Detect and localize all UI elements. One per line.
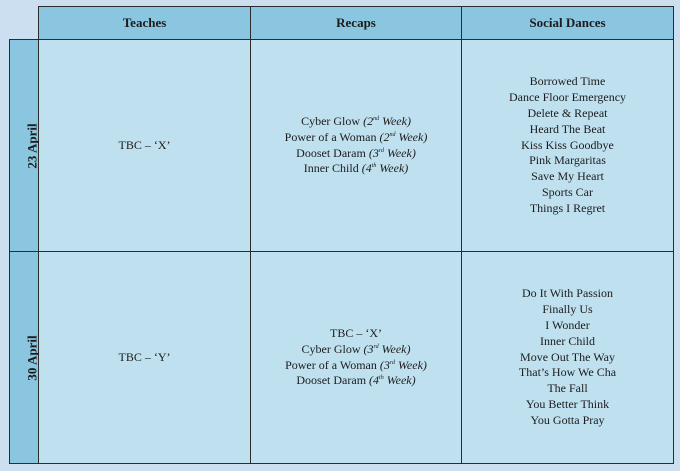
teach-item: TBC – ‘Y’ bbox=[118, 349, 171, 364]
recaps-cell bbox=[251, 252, 462, 464]
schedule-table bbox=[9, 6, 674, 464]
recap-item: Cyber Glow (2nd Week) bbox=[301, 113, 411, 128]
social-dance-item: Delete & Repeat bbox=[527, 106, 608, 120]
social-dance-item: Things I Regret bbox=[529, 200, 606, 215]
recap-week-num: 3 bbox=[367, 341, 374, 356]
recap-week-word: Week bbox=[398, 357, 423, 372]
table-row bbox=[10, 252, 674, 464]
date-cell bbox=[10, 252, 39, 464]
recap-item: TBC – ‘X’ bbox=[330, 325, 382, 340]
recap-week-num: 4 bbox=[373, 373, 380, 388]
recap-week-num: 2 bbox=[367, 113, 374, 128]
recap-item: Dooset Daram (4th Week) bbox=[296, 373, 416, 388]
recap-item: Inner Child (4th Week) bbox=[303, 161, 409, 176]
recap-item: Cyber Glow (3rd Week) bbox=[301, 341, 411, 356]
recaps-cell bbox=[251, 40, 462, 252]
social-dance-item: Dance Floor Emergency bbox=[508, 90, 627, 105]
date-label: 23 April bbox=[24, 122, 40, 169]
recap-week-word: Week bbox=[382, 113, 407, 128]
recap-week-word: Week bbox=[379, 161, 405, 176]
recap-dance: Dooset Daram bbox=[296, 373, 367, 388]
recap-week-ordinal: rd bbox=[389, 359, 396, 366]
recap-week-word: Week bbox=[386, 373, 412, 388]
recap-week-ordinal: rd bbox=[378, 147, 384, 154]
header-teaches: Teaches bbox=[39, 7, 251, 40]
recap-week-ordinal: th bbox=[379, 375, 384, 382]
social-dance-item: Save My Heart bbox=[531, 169, 604, 184]
corner-cell bbox=[10, 7, 39, 40]
social-dance-item: I Wonder bbox=[545, 318, 590, 332]
social-dance-item: Kiss Kiss Goodbye bbox=[521, 137, 614, 152]
teaches-cell bbox=[39, 40, 251, 252]
recap-dance: Cyber Glow bbox=[301, 341, 361, 356]
social-dance-item: You Gotta Pray bbox=[530, 412, 605, 427]
header-row bbox=[10, 7, 674, 40]
social-dance-item: Do It With Passion bbox=[522, 286, 613, 301]
table-row bbox=[10, 40, 674, 252]
header-social-dances: Social Dances bbox=[462, 7, 674, 40]
teach-item: TBC – ‘X’ bbox=[118, 137, 171, 152]
recap-dance: Inner Child bbox=[303, 161, 359, 176]
social-dance-item: That’s How We Cha bbox=[518, 365, 617, 380]
recap-dance: Power of a Woman bbox=[284, 129, 377, 144]
recap-dance: Cyber Glow bbox=[301, 113, 361, 128]
social-dances-cell bbox=[462, 40, 674, 252]
recap-item: Dooset Daram (3rd Week) bbox=[296, 145, 416, 160]
recap-item: Power of a Woman (2nd Week) bbox=[284, 129, 428, 144]
recap-dance: Dooset Daram bbox=[296, 145, 366, 160]
recap-item: Power of a Woman (3rd Week) bbox=[285, 357, 427, 372]
recap-week-word: Week bbox=[386, 145, 412, 160]
teaches-cell bbox=[39, 252, 251, 464]
social-dance-item: You Better Think bbox=[525, 396, 610, 411]
social-dance-item: Sports Car bbox=[542, 184, 593, 199]
social-dance-item: Finally Us bbox=[542, 302, 593, 317]
social-dance-item: Move Out The Way bbox=[520, 349, 615, 364]
social-dance-item: The Fall bbox=[547, 381, 588, 396]
recap-week-num: 2 bbox=[383, 129, 390, 144]
social-dances-cell bbox=[462, 252, 674, 464]
recap-week-num: 4 bbox=[365, 161, 372, 176]
recap-week-ordinal: nd bbox=[389, 131, 396, 138]
social-dance-item: Heard The Beat bbox=[529, 121, 606, 136]
social-dance-item: Borrowed Time bbox=[529, 74, 606, 89]
recap-week-ordinal: th bbox=[371, 163, 377, 170]
header-recaps: Recaps bbox=[251, 7, 462, 40]
recap-week-word: Week bbox=[398, 129, 424, 144]
social-dance-item: Inner Child bbox=[540, 333, 595, 348]
recap-week-word: Week bbox=[381, 341, 407, 356]
recap-week-ordinal: nd bbox=[373, 115, 380, 122]
recap-week-num: 3 bbox=[372, 145, 379, 160]
recap-week-num: 3 bbox=[383, 357, 390, 372]
social-dance-item: Pink Margaritas bbox=[529, 153, 606, 168]
date-cell bbox=[10, 40, 39, 252]
recap-dance: Power of a Woman bbox=[285, 357, 377, 372]
recap-week-ordinal: rd bbox=[373, 343, 379, 350]
date-label: 30 April bbox=[24, 334, 40, 381]
